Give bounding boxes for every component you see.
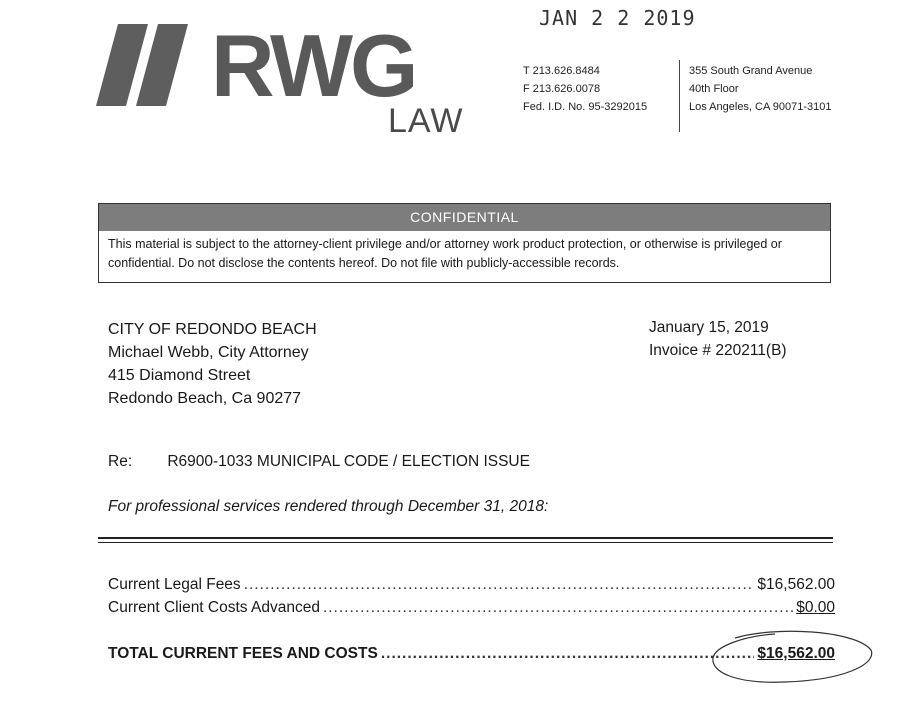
firm-address [689,62,832,116]
address-line-1: 355 South Grand Avenue [689,65,813,77]
legal-fees-row [108,576,835,594]
divider-rule-thin [98,542,833,543]
rwg-law-logo [96,18,476,158]
client-costs-row [108,599,835,617]
contact-numbers [523,62,647,116]
divider-rule [98,537,833,539]
handwritten-circle-mark [705,628,875,686]
confidential-notice [98,203,831,283]
contact-divider [679,60,680,132]
address-line-3: Los Angeles, CA 90071-3101 [689,101,832,113]
client-costs-amount: $0.00 [796,599,835,616]
invoice-date: January 15, 2019 [649,319,769,336]
re-label: Re: [108,453,133,470]
phone-number: T 213.626.8484 [523,65,600,77]
address-line-2: 40th Floor [689,83,739,95]
client-name: CITY OF REDONDO BEACH [108,321,317,338]
client-street: 415 Diamond Street [108,367,251,384]
re-line [108,453,530,471]
total-amount: $16,562.00 [757,645,835,662]
fax-number: F 213.626.0078 [523,83,601,95]
total-label: TOTAL CURRENT FEES AND COSTS [108,645,378,662]
confidential-header: CONFIDENTIAL [99,204,830,231]
logo-slash-icon [96,24,216,124]
dot-leader [244,576,755,594]
client-contact: Michael Webb, City Attorney [108,344,309,361]
received-date-stamp: JAN 2 2 2019 [539,6,696,30]
client-city: Redondo Beach, Ca 90277 [108,390,302,407]
dot-leader [323,599,793,617]
client-address-block [108,318,317,410]
legal-fees-amount: $16,562.00 [757,576,835,593]
confidential-body: This material is subject to the attorney-client privilege and/or attorney work product protection, or otherwise is privileged or confidential. Do not disclose the contents hereof. Do not file with publicly-accessible records. [108,237,782,270]
services-statement: For professional services rendered through December 31, 2018: [108,498,549,515]
invoice-number: Invoice # 220211(B) [649,342,787,359]
invoice-info [649,316,787,362]
re-matter: R6900-1033 MUNICIPAL CODE / ELECTION ISSUE [167,453,530,470]
client-costs-label: Current Client Costs Advanced [108,599,320,616]
fed-id: Fed. I.D. No. 95-3292015 [523,101,648,113]
dot-leader [381,645,755,663]
logo-wordmark: RWG [211,16,416,115]
legal-fees-label: Current Legal Fees [108,576,241,593]
logo-subtitle: LAW [388,102,464,140]
